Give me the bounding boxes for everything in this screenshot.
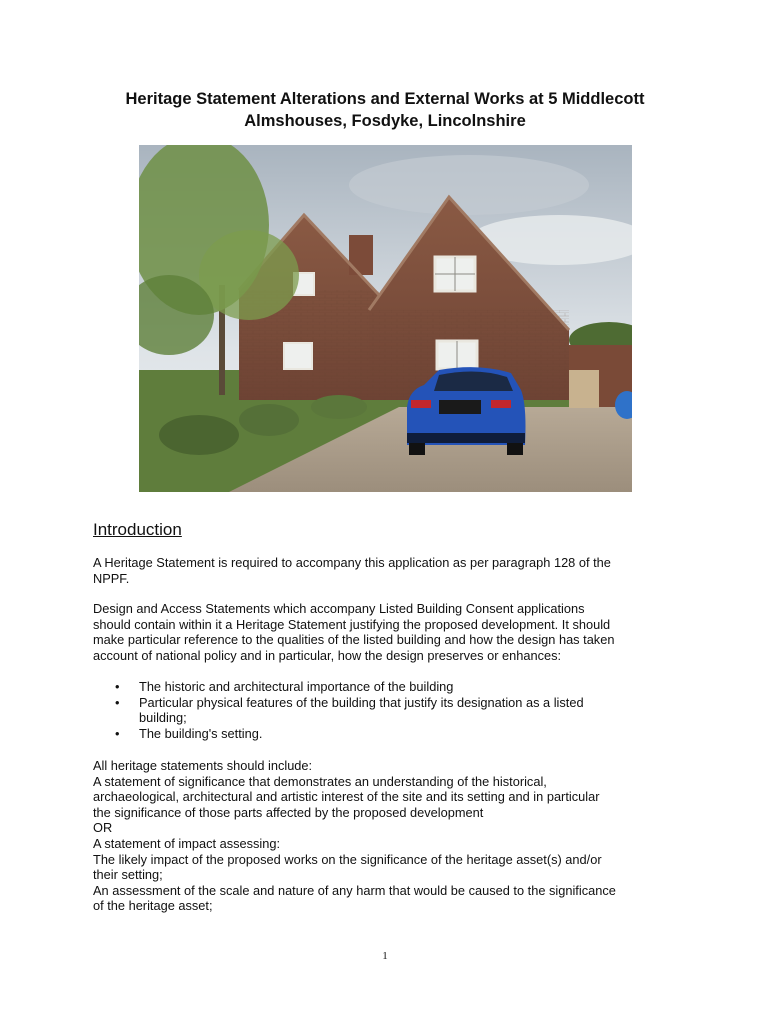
title-line: Heritage Statement Alterations and External Works at 5 Middlecott: [125, 90, 645, 108]
title-line: Almshouses, Fosdyke, Lincolnshire: [244, 112, 526, 130]
paragraph-heritage-requirements: [93, 758, 683, 914]
text-line: A statement of impact assessing:: [93, 835, 281, 851]
bullet-icon: •: [115, 725, 120, 741]
text-line: NPPF.: [93, 570, 130, 586]
text-line: archaeological, architectural and artistic interest of the site and its setting and in particular: [93, 789, 600, 805]
text-line: A Heritage Statement is required to accompany this application as per paragraph 128 of the: [93, 555, 611, 570]
text-line: Particular physical features of the building that justify its designation as a listed: [139, 694, 584, 710]
text-line: make particular reference to the qualities of the listed building and how the design has taken: [93, 632, 615, 648]
section-heading-introduction: Introduction: [93, 520, 182, 539]
list-item: [93, 695, 683, 726]
text-line: building;: [139, 710, 187, 726]
text-line: should contain within it a Heritage Statement justifying the proposed development. It should: [93, 616, 611, 632]
text-line: of the heritage asset;: [93, 898, 213, 914]
text-line: The building's setting.: [139, 725, 263, 741]
list-item: [93, 726, 683, 742]
text-line: A statement of significance that demonstrates an understanding of the historical,: [93, 773, 547, 789]
bullet-icon: •: [115, 679, 120, 694]
text-line: The likely impact of the proposed works on the significance of the heritage asset(s) and/or: [93, 851, 602, 867]
paragraph-design-access: [93, 601, 683, 663]
text-line: The historic and architectural importance of the building: [139, 679, 454, 694]
list-item: [93, 679, 683, 695]
text-line: Design and Access Statements which accompany Listed Building Consent applications: [93, 601, 585, 616]
document-title: [60, 88, 710, 132]
bullet-icon: •: [115, 694, 120, 710]
bullet-list: [93, 679, 683, 741]
page-number: 1: [382, 950, 388, 962]
almshouses-photo: [139, 145, 632, 492]
text-line: An assessment of the scale and nature of any harm that would be caused to the significance: [93, 882, 616, 898]
text-line: All heritage statements should include:: [93, 758, 313, 773]
text-line: the significance of those parts affected by the proposed development: [93, 804, 484, 820]
text-line: their setting;: [93, 867, 163, 883]
text-line: OR: [93, 820, 113, 836]
paragraph-npff: [93, 555, 683, 586]
text-line: account of national policy and in particular, how the design preserves or enhances:: [93, 647, 562, 663]
